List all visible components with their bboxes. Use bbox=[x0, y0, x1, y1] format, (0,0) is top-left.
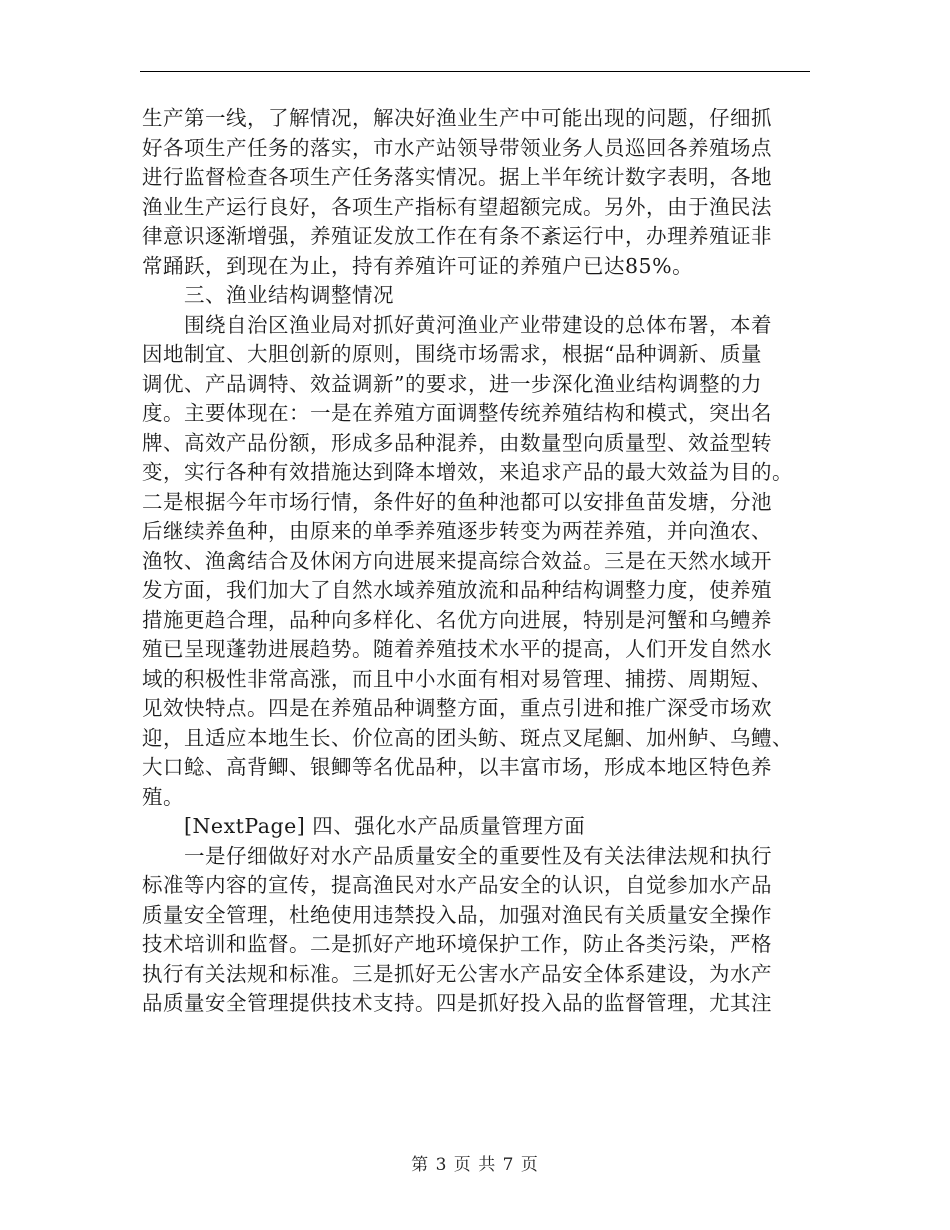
header-rule bbox=[140, 71, 810, 72]
document-body bbox=[142, 104, 810, 1019]
text-line: 执行有关法规和标准。三是抓好无公害水产品安全体系建设，为水产 bbox=[142, 961, 772, 986]
text-line: 三、渔业结构调整情况 bbox=[184, 283, 394, 307]
text-line: 常踊跃，到现在为止，持有养殖许可证的养殖户已达85%。 bbox=[142, 253, 694, 278]
text-line: 生产第一线，了解情况，解决好渔业生产中可能出现的问题，仔细抓 bbox=[142, 106, 772, 130]
text-line: 迎，且适应本地生长、价位高的团头鲂、斑点叉尾鮰、加州鲈、乌鳢、 bbox=[142, 725, 793, 750]
text-line: 见效快特点。四是在养殖品种调整方面，重点引进和推广深受市场欢 bbox=[142, 696, 772, 720]
text-line: 大口鲶、高背鲫、银鲫等名优品种，以丰富市场，形成本地区特色养 bbox=[142, 755, 772, 779]
text-line: 度。主要体现在：一是在养殖方面调整传统养殖结构和模式，突出名 bbox=[142, 401, 772, 425]
text-line: 后继续养鱼种，由原来的单季养殖逐步转变为两茬养殖，并向渔农、 bbox=[142, 519, 772, 543]
text-line: 技术培训和监督。二是抓好产地环境保护工作，防止各类污染，严格 bbox=[142, 932, 772, 956]
text-line: 因地制宜、大胆创新的原则，围绕市场需求，根据“品种调新、质量 bbox=[142, 342, 762, 366]
text-line: 进行监督检查各项生产任务落实情况。据上半年统计数字表明，各地 bbox=[142, 165, 772, 189]
text-line: 殖。 bbox=[142, 784, 184, 809]
text-line: 变，实行各种有效措施达到降本增效，来追求产品的最大效益为目的。 bbox=[142, 460, 793, 484]
text-line: [NextPage] 四、强化水产品质量管理方面 bbox=[184, 814, 586, 838]
text-line: 牌、高效产品份额，形成多品种混养，由数量型向质量型、效益型转 bbox=[142, 430, 772, 455]
text-line: 渔业生产运行良好，各项生产指标有望超额完成。另外，由于渔民法 bbox=[142, 194, 772, 219]
text-line: 律意识逐渐增强，养殖证发放工作在有条不紊运行中，办理养殖证非 bbox=[142, 224, 772, 248]
text-line: 殖已呈现蓬勃进展趋势。随着养殖技术水平的提高，人们开发自然水 bbox=[142, 637, 772, 661]
text-line: 发方面，我们加大了自然水域养殖放流和品种结构调整力度，使养殖 bbox=[142, 578, 772, 602]
text-line: 一是仔细做好对水产品质量安全的重要性及有关法律法规和执行 bbox=[184, 843, 772, 868]
text-line: 调优、产品调特、效益调新”的要求，进一步深化渔业结构调整的力 bbox=[142, 371, 762, 396]
text-line: 围绕自治区渔业局对抓好黄河渔业产业带建设的总体布署，本着 bbox=[184, 312, 772, 337]
text-line: 域的积极性非常高涨，而且中小水面有相对易管理、捕捞、周期短、 bbox=[142, 666, 772, 691]
page-footer: 第 3 页 共 7 页 bbox=[411, 1155, 539, 1175]
text-line: 标准等内容的宣传，提高渔民对水产品安全的认识，自觉参加水产品 bbox=[142, 873, 772, 897]
text-line: 好各项生产任务的落实，市水产站领导带领业务人员巡回各养殖场点 bbox=[142, 135, 772, 160]
text-line: 质量安全管理，杜绝使用违禁投入品，加强对渔民有关质量安全操作 bbox=[142, 902, 772, 927]
text-line: 渔牧、渔禽结合及休闲方向进展来提高综合效益。三是在天然水域开 bbox=[142, 548, 772, 573]
text-line: 二是根据今年市场行情，条件好的鱼种池都可以安排鱼苗发塘，分池 bbox=[142, 489, 772, 514]
text-line: 品质量安全管理提供技术支持。四是抓好投入品的监督管理，尤其注 bbox=[142, 991, 772, 1015]
text-line: 措施更趋合理，品种向多样化、名优方向进展，特别是河蟹和乌鳢养 bbox=[142, 607, 772, 632]
